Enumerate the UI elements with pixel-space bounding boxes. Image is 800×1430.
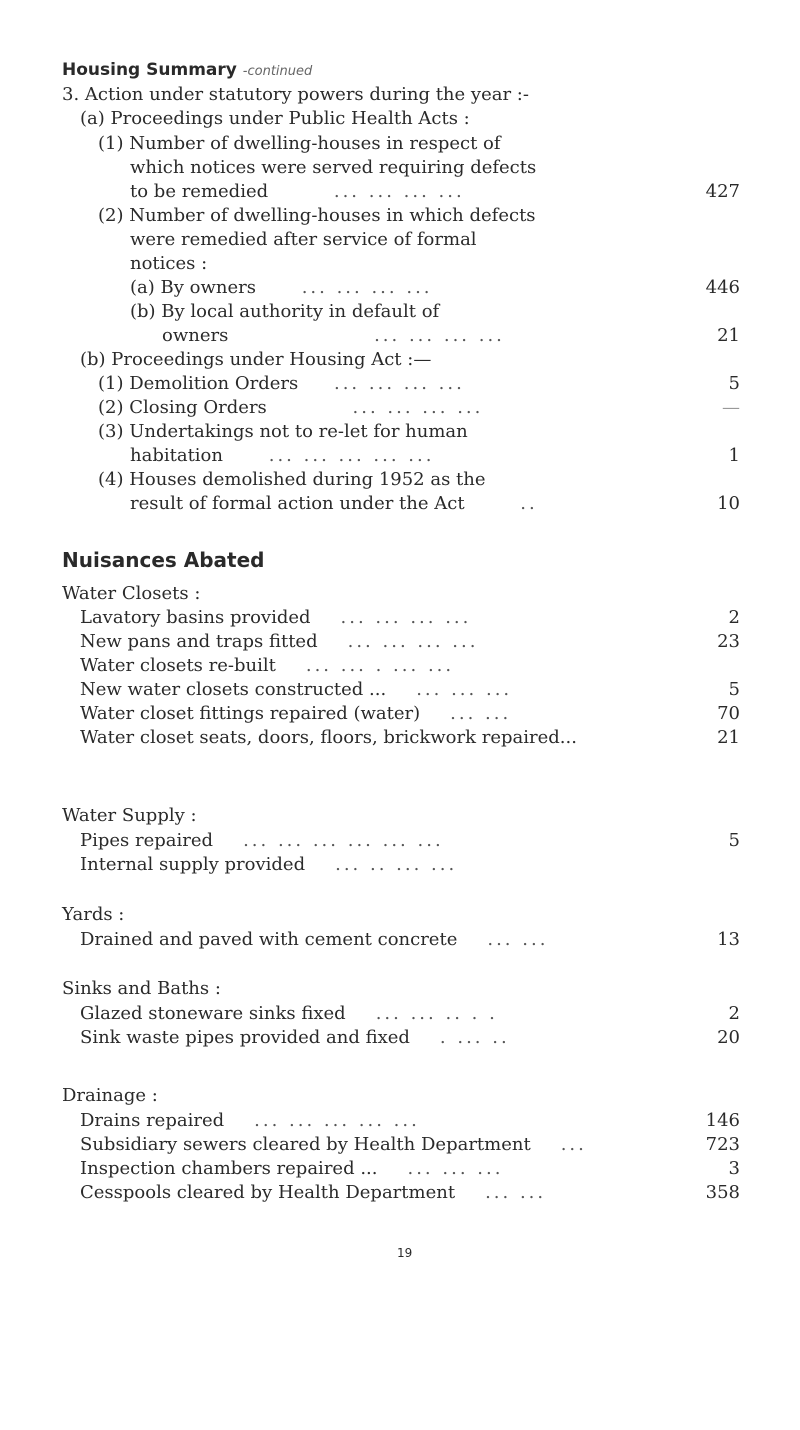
item-value: 358 xyxy=(705,1182,740,1203)
a2-line3: notices : xyxy=(130,253,208,274)
item-value: 23 xyxy=(717,631,740,652)
b2-row xyxy=(98,397,483,418)
item-label: New pans and traps fitted xyxy=(80,631,318,652)
b4-dots: .. xyxy=(520,493,538,514)
list-item xyxy=(80,1182,546,1203)
b1-value: 5 xyxy=(728,373,740,394)
a1-label: to be remedied xyxy=(130,181,269,202)
item-dots: ... ... ... ... ... xyxy=(254,1110,420,1131)
item-dots: ... .. ... ... xyxy=(335,854,458,875)
item-label: Drains repaired xyxy=(80,1110,225,1131)
sinks-heading: Sinks and Baths : xyxy=(62,978,221,999)
list-item xyxy=(80,830,444,851)
item-value: 13 xyxy=(717,929,740,950)
item-dots: ... xyxy=(560,1134,587,1155)
a2a-value: 446 xyxy=(705,277,740,298)
nuisances-heading: Nuisances Abated xyxy=(62,548,265,572)
item-dots: ... ... ... ... xyxy=(347,631,479,652)
item-label: Sink waste pipes provided and fixed xyxy=(80,1027,410,1048)
item-value: 70 xyxy=(717,703,740,724)
list-item xyxy=(80,655,454,676)
item-label: Cesspools cleared by Health Department xyxy=(80,1182,456,1203)
list-item xyxy=(80,631,478,652)
item-value: 5 xyxy=(728,830,740,851)
header-continued: -continued xyxy=(242,64,313,79)
b2-value: — xyxy=(722,397,740,418)
item-label: Water closet seats, doors, floors, brickwork repaired... xyxy=(80,727,577,748)
a1-dots: ... ... ... ... xyxy=(333,181,465,202)
b1-row xyxy=(98,373,465,394)
item-dots: ... ... xyxy=(487,929,549,950)
item-value: 5 xyxy=(728,679,740,700)
a2b-dots: ... ... ... ... xyxy=(374,325,505,346)
item-dots: ... ... .. . . xyxy=(375,1003,498,1024)
b2-dots: ... ... ... ... xyxy=(352,397,484,418)
b4-label: result of formal action under the Act xyxy=(130,493,465,514)
header-title: Housing Summary xyxy=(62,60,237,80)
item-label: Pipes repaired xyxy=(80,830,214,851)
list-item xyxy=(80,1027,510,1048)
b4-value: 10 xyxy=(717,493,740,514)
yards-heading: Yards : xyxy=(62,904,125,925)
b3-value: 1 xyxy=(728,445,740,466)
water-supply-heading: Water Supply : xyxy=(62,805,197,826)
item-label: Water closets re-built xyxy=(80,655,276,676)
list-item xyxy=(80,1134,587,1155)
a2a-label: (a) By owners xyxy=(130,277,256,298)
b3-dots: ... ... ... ... ... xyxy=(268,445,435,466)
b1-dots: ... ... ... ... xyxy=(333,373,465,394)
list-item xyxy=(80,679,512,700)
b2-label: (2) Closing Orders xyxy=(98,397,267,418)
list-item xyxy=(80,727,607,748)
item-dots: ... ... ... ... ... ... xyxy=(243,830,444,851)
item-label: Drained and paved with cement concrete xyxy=(80,929,458,950)
item-dots: ... ... ... xyxy=(407,1158,504,1179)
housing-act-heading: (b) Proceedings under Housing Act :— xyxy=(80,349,432,370)
item-value: 20 xyxy=(717,1027,740,1048)
a2b-line2 xyxy=(162,325,505,346)
item-label: Subsidiary sewers cleared by Health Department xyxy=(80,1134,531,1155)
a2b-line1: (b) By local authority in default of xyxy=(130,301,440,322)
a1-line3 xyxy=(130,181,465,202)
a2-line1: (2) Number of dwelling-houses in which defects xyxy=(98,205,536,226)
item-label: Water closet fittings repaired (water) xyxy=(80,703,421,724)
b3-label: habitation xyxy=(130,445,223,466)
drainage-heading: Drainage : xyxy=(62,1085,158,1106)
list-item xyxy=(80,1110,420,1131)
a2b-value: 21 xyxy=(717,325,740,346)
a2a-row xyxy=(130,277,433,298)
item-value: 2 xyxy=(728,1003,740,1024)
item-dots: ... ... xyxy=(450,703,512,724)
item-dots: ... ... ... ... xyxy=(340,607,472,628)
item-label: Lavatory basins provided xyxy=(80,607,311,628)
a1-value: 427 xyxy=(705,181,740,202)
list-item xyxy=(80,703,511,724)
item-value: 146 xyxy=(705,1110,740,1131)
item-label: Glazed stoneware sinks fixed xyxy=(80,1003,346,1024)
b1-label: (1) Demolition Orders xyxy=(98,373,299,394)
public-health-heading: (a) Proceedings under Public Health Acts : xyxy=(80,108,470,129)
item-value: 21 xyxy=(717,727,740,748)
a1-line2: which notices were served requiring defects xyxy=(130,157,537,178)
a2-line2: were remedied after service of formal xyxy=(130,229,477,250)
item-dots: . ... .. xyxy=(439,1027,510,1048)
item-label: Inspection chambers repaired ... xyxy=(80,1158,378,1179)
a2a-dots: ... ... ... ... xyxy=(301,277,433,298)
list-item xyxy=(80,1158,503,1179)
action-heading: 3. Action under statutory powers during the year :- xyxy=(62,84,529,105)
b3-line2 xyxy=(130,445,434,466)
item-dots: ... ... . ... ... xyxy=(305,655,455,676)
b3-line1: (3) Undertakings not to re-let for human xyxy=(98,421,468,442)
page-number: 19 xyxy=(397,1246,413,1260)
item-value: 723 xyxy=(705,1134,740,1155)
list-item xyxy=(80,607,471,628)
a2b-label: owners xyxy=(162,325,229,346)
item-label: New water closets constructed ... xyxy=(80,679,387,700)
b4-line1: (4) Houses demolished during 1952 as the xyxy=(98,469,486,490)
page-header xyxy=(62,60,312,80)
list-item xyxy=(80,929,548,950)
item-value: 3 xyxy=(728,1158,740,1179)
item-dots: ... ... xyxy=(485,1182,547,1203)
list-item xyxy=(80,854,457,875)
b4-line2 xyxy=(130,493,538,514)
water-closets-heading: Water Closets : xyxy=(62,583,201,604)
list-item xyxy=(80,1003,498,1024)
item-value: 2 xyxy=(728,607,740,628)
item-label: Internal supply provided xyxy=(80,854,306,875)
item-dots: ... ... ... xyxy=(416,679,513,700)
a1-line1: (1) Number of dwelling-houses in respect of xyxy=(98,133,501,154)
